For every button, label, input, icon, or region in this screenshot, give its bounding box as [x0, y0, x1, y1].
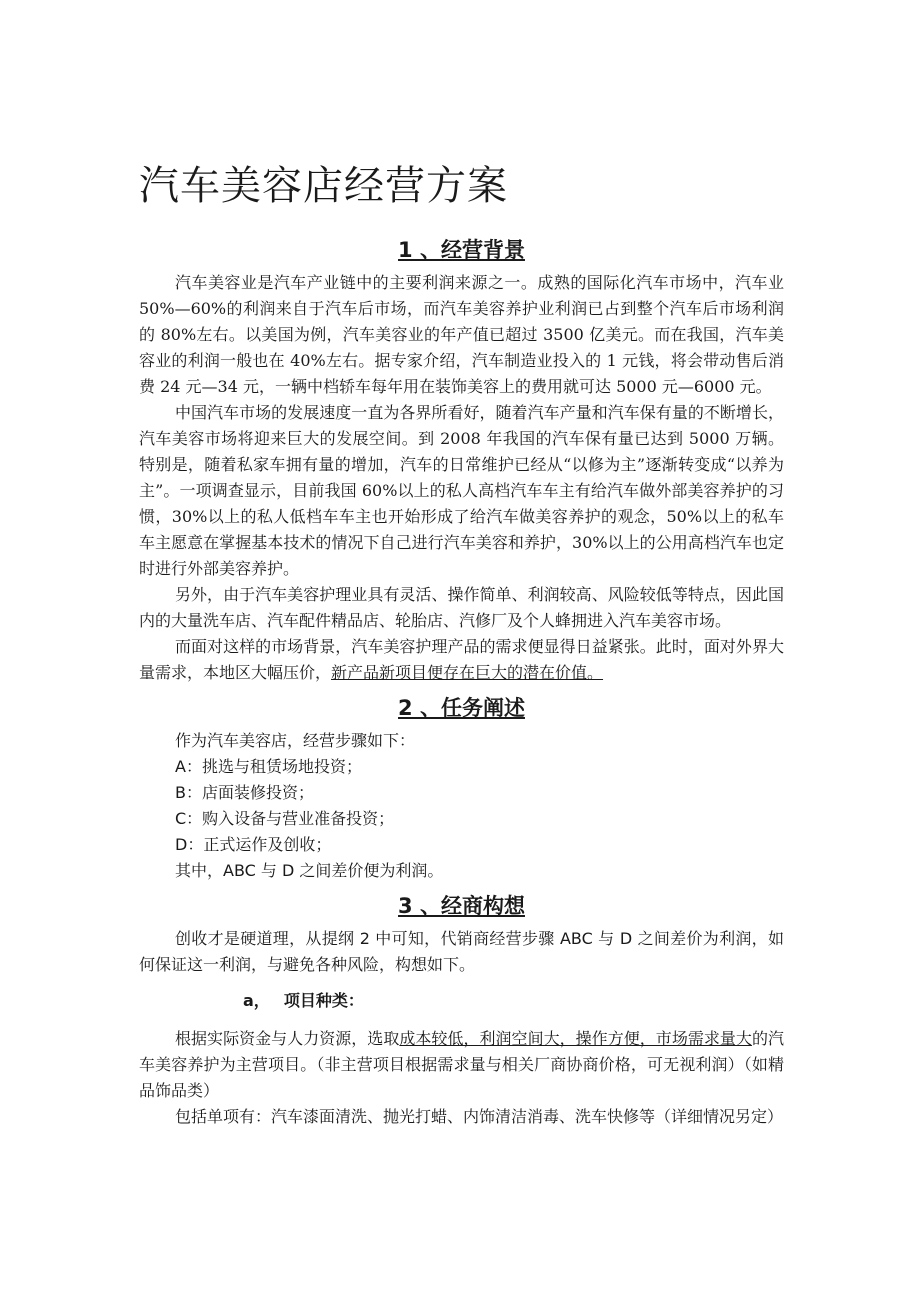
paragraph: 汽车美容业是汽车产业链中的主要利润来源之一。成熟的国际化汽车市场中，汽车业 50%—60%的利润来自于汽车后市场，而汽车美容养护业利润已占到整个汽车后市场利润的 80%左右。以美国为例，汽车美容业的年产值已超过 3500 亿美元。而在我国，汽车美容业的利润一般也在 40%左右。据专家介绍，汽车制造业投入的 1 元钱，将会带动售后消费 24 元—34 元，一辆中档轿车每年用在装饰美容上的费用就可达 5000 元—6000 元。: [139, 273, 784, 396]
text-run: ABC: [223, 861, 256, 880]
paragraph: [139, 1026, 784, 1104]
step-text: ：正式运作及创收；: [187, 835, 332, 854]
text-run: 中可知，代销商经营步骤: [369, 929, 560, 948]
paragraph: 包括单项有：汽车漆面清洗、抛光打蜡、内饰清洁消毒、洗车快修等（详细情况另定）: [175, 1107, 784, 1126]
list-item: [139, 806, 784, 832]
paragraph: 作为汽车美容店，经营步骤如下：: [175, 731, 416, 750]
list-item: [139, 754, 784, 780]
step-letter: D: [175, 835, 188, 854]
paragraph-text: 而面对这样的市场背景，汽车美容护理产品的需求便显得日益紧张。此时，面对外界大量需求，本地区大幅压价，: [139, 637, 784, 682]
underlined-text: 成本较低，利润空间大，操作方便，市场需求量大: [399, 1029, 752, 1048]
text-run: 之间差价便为利润。: [294, 861, 444, 880]
step-text: ：购入设备与营业准备投资；: [186, 809, 395, 828]
text-run: 之间差价为利润，如何保证这一利润，与避免各种风险，构想如下。: [139, 929, 784, 974]
list-item: [139, 832, 784, 858]
section-business-concept: [139, 892, 784, 1130]
section-heading: 3 、经商构想: [398, 894, 525, 918]
text-run: D: [282, 861, 295, 880]
text-run: 的汽车美容养护为主营项目。（非主营项目根据需求量与相关厂商协商价格，可无视利润）（如精品饰品类）: [139, 1029, 784, 1100]
paragraph: 另外，由于汽车美容护理业具有灵活、操作简单、利润较高、风险较低等特点，因此国内的大量洗车店、汽车配件精品店、轮胎店、汽修厂及个人蜂拥进入汽车美容市场。: [139, 585, 784, 630]
subsection-label: 项目种类：: [283, 991, 364, 1010]
step-letter: A: [175, 757, 186, 776]
section-heading: 2 、任务阐述: [398, 696, 525, 720]
paragraph: [139, 634, 784, 686]
underlined-text: 新产品新项目便存在巨大的潜在价值。: [331, 663, 604, 682]
document-title: 汽车美容店经营方案: [139, 163, 508, 209]
step-text: ：店面装修投资；: [185, 783, 314, 802]
text-run: 其中，: [175, 861, 224, 880]
subsection-marker: a，: [243, 991, 270, 1010]
step-text: ：挑选与租赁场地投资；: [185, 757, 362, 776]
list-item: [139, 780, 784, 806]
text-run: 创收才是硬道理，从提纲: [175, 929, 360, 948]
step-letter: C: [175, 809, 187, 828]
section-heading: 1 、经营背景: [398, 238, 525, 262]
section-task-description: [139, 694, 784, 884]
section-business-background: [139, 236, 784, 686]
step-letter: B: [175, 783, 186, 802]
text-run: ABC: [559, 929, 593, 948]
paragraph: [139, 926, 784, 978]
text-run: 与: [255, 861, 283, 880]
document-content: [139, 160, 784, 1130]
text-run: 与: [592, 929, 620, 948]
paragraph: [139, 858, 784, 884]
subsection-heading: [139, 988, 784, 1014]
paragraph: 中国汽车市场的发展速度一直为各界所看好，随着汽车产量和汽车保有量的不断增长，汽车美容市场将迎来巨大的发展空间。到 2008 年我国的汽车保有量已达到 5000 万辆。特别是，随着私家车拥有量的增加，汽车的日常维护已经从“以修为主”逐渐转变成“以养为主”。一项调查显示，目前我国 60%以上的私人高档汽车车主有给汽车做外部美容养护的习惯，30%以上的私人低档车车主也开始形成了给汽车做美容养护的观念，50%以上的私车车主愿意在掌握基本技术的情况下自己进行汽车美容和养护，30%以上的公用高档汽车也定时进行外部美容养护。: [139, 403, 784, 578]
text-run: 2: [359, 929, 370, 948]
text-run: D: [619, 929, 633, 948]
text-run: 根据实际资金与人力资源，选取: [175, 1029, 400, 1048]
